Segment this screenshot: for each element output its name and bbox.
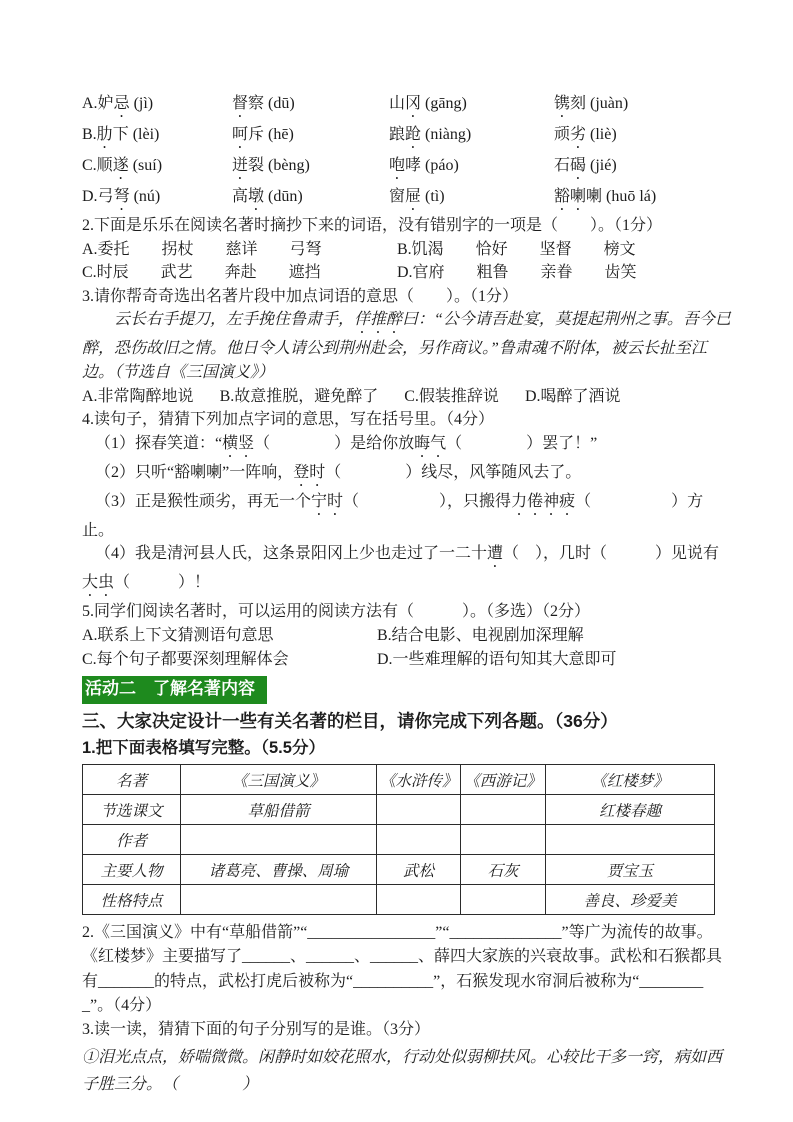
table-cell-blank [546,825,715,855]
section-3-sub1-heading: 1.把下面表格填写完整。（5.5分） [82,739,325,758]
q1-word-pinyin: 督察 (dū) [232,95,295,112]
section-3-q3-item-1: ①泪光点点，娇喘微微。闲静时如姣花照水，行动处似弱柳扶风。心较比干多一窍，病如西子胜三分。 （ ） [82,1048,723,1094]
q4-item-2: （2）只听“豁喇喇”一阵响，登时（ ）线尽，风筝随风去了。 [95,463,582,481]
q2-option-c: C.时辰 武艺 奔赴 遮挡 [82,264,321,282]
q5-option-a: A.联系上下文猜测语句意思 [82,626,274,644]
q2-option-d: D.官府 粗鲁 亲眷 齿笑 [397,264,637,282]
q1-option-row-c [82,152,731,183]
table-cell: 善良、珍爱美 [546,885,715,915]
table-row-label: 作者 [83,825,181,855]
table-row-label: 节选课文 [83,795,181,825]
q1-word-pinyin: B.肋下 (lèi) [82,126,160,143]
table-row-label: 主要人物 [83,855,181,885]
q5-stem: 5.同学们阅读名著时，可以运用的阅读方法有（ ）。（多选）（2分） [82,603,591,621]
q5-option-d: D.一些难理解的语句知其大意即可 [377,650,617,668]
table-row-personality [83,885,715,915]
q3-option-c: C.假装推辞说 [404,387,499,405]
table-cell: 贾宝玉 [546,855,715,885]
q1-word-pinyin: A.妒忌 (jì) [82,95,154,112]
q5-option-c: C.每个句子都要深刻理解体会 [82,650,289,668]
table-cell: 《西游记》 [461,765,546,795]
q2-options-row-1 [82,238,731,262]
q4-stem: 4.读句子，猜猜下列加点字词的意思，写在括号里。（4分） [82,411,495,429]
table-cell: 诸葛亮、曹操、周瑜 [181,855,377,885]
q1-word-pinyin: 石碣 (jié) [554,157,617,174]
q1-word-pinyin: 顽劣 (liè) [554,126,617,143]
table-row-excerpt-lesson [83,795,715,825]
table-cell-blank [461,825,546,855]
q1-word-pinyin: 豁喇喇 (huō lá) [554,188,657,205]
q3-options-row [82,385,731,409]
q3-novel-excerpt: 云长右手提刀，左手挽住鲁肃手，佯推醉曰：“公今请吾赴宴，莫提起荆州之事。吾今已醉，恐伤故旧之情。他日令人请公到荆州赴会，另作商议。”鲁肃魂不附体，被云长扯至江边。（节选自《三国演义》） [82,311,731,381]
q3-option-d: D.喝醉了酒说 [524,387,621,405]
table-cell: 石灰 [461,855,546,885]
q1-word-pinyin: 山冈 (gāng) [389,95,467,112]
table-cell-blank [377,795,461,825]
table-row-main-characters [83,855,715,885]
q1-word-pinyin: 踉跄 (niàng) [389,126,472,143]
table-row-label: 名著 [83,765,181,795]
table-cell: 《三国演义》 [181,765,377,795]
table-row-label: 性格特点 [83,885,181,915]
q5-option-b: B.结合电影、电视剧加深理解 [377,626,584,644]
table-cell-blank [461,795,546,825]
q1-word-pinyin: 高墩 (dūn) [232,188,303,205]
table-cell-blank [377,885,461,915]
section-3-q2-fill-blanks: 2.《三国演义》中有“草船借箭”“________________”“______________”等广为流传的故事。《红楼梦》主要描写了______、______、______、薛四大家族的兴衰故事。武松和石猴都具有_______的特点，武松打虎后被称为“__________”，石猴发现水帘洞后被称为“_________”。（4分） [82,924,723,1014]
table-row-titles [83,765,715,795]
q1-word-pinyin: D.弓弩 (nú) [82,188,161,205]
table-cell: 红楼春趣 [546,795,715,825]
table-row-author [83,825,715,855]
table-cell: 武松 [377,855,461,885]
q3-option-a: A.非常陶醉地说 [82,387,194,405]
famous-novels-table [82,764,715,915]
q3-option-b: B.故意推脱，避免醉了 [219,387,379,405]
q2-option-a: A.委托 拐杖 慈详 弓弩 [82,240,322,258]
q2-options-row-2 [82,261,731,285]
q4-item-1: （1）探春笑道：“横竖（ ）是给你放晦气（ ）罢了！” [95,434,598,452]
table-cell-blank [461,885,546,915]
q4-item-4: （4）我是清河县人氏，这条景阳冈上少也走过了一二十遭（ ），几时（ ）见说有大虫（ ）！ [82,545,720,592]
q4-item-3: （3）正是猴性顽劣，再无一个宁时（ ），只搬得力倦神疲（ ）方止。 [82,492,704,539]
q1-option-row-d [82,183,731,214]
table-cell-blank [181,825,377,855]
q5-options-row-1 [82,624,731,648]
section-3-heading: 三、大家决定设计一些有关名著的栏目，请你完成下列各题。（36分） [82,711,618,732]
q1-word-pinyin: 呵斥 (hē) [232,126,294,143]
q5-options-row-2 [82,648,731,672]
section-3-q3-stem: 3.读一读，猜猜下面的句子分别写的是谁。（3分） [82,1020,431,1038]
table-cell-blank [181,885,377,915]
table-cell: 《红楼梦》 [546,765,715,795]
activity-2-banner: 活动二 了解名著内容 [82,676,267,704]
q1-word-pinyin: 镌刻 (juàn) [554,95,629,112]
q3-stem: 3.请你帮奇奇选出名著片段中加点词语的意思（ ）。（1分） [82,287,519,305]
q1-word-pinyin: 咆哮 (páo) [389,157,459,174]
q1-word-pinyin: 迸裂 (bèng) [232,157,310,174]
q1-word-pinyin: C.顺遂 (suí) [82,157,163,174]
table-cell: 草船借箭 [181,795,377,825]
table-cell: 《水浒传》 [377,765,461,795]
q1-option-row-a [82,90,731,121]
q2-option-b: B.饥渴 恰好 坚督 榜文 [397,240,636,258]
q1-word-pinyin: 窗屉 (tì) [389,188,445,205]
q1-option-row-b [82,121,731,152]
q2-stem: 2.下面是乐乐在阅读名著时摘抄下来的词语，没有错别字的一项是（ ）。（1分） [82,217,663,234]
table-cell-blank [377,825,461,855]
